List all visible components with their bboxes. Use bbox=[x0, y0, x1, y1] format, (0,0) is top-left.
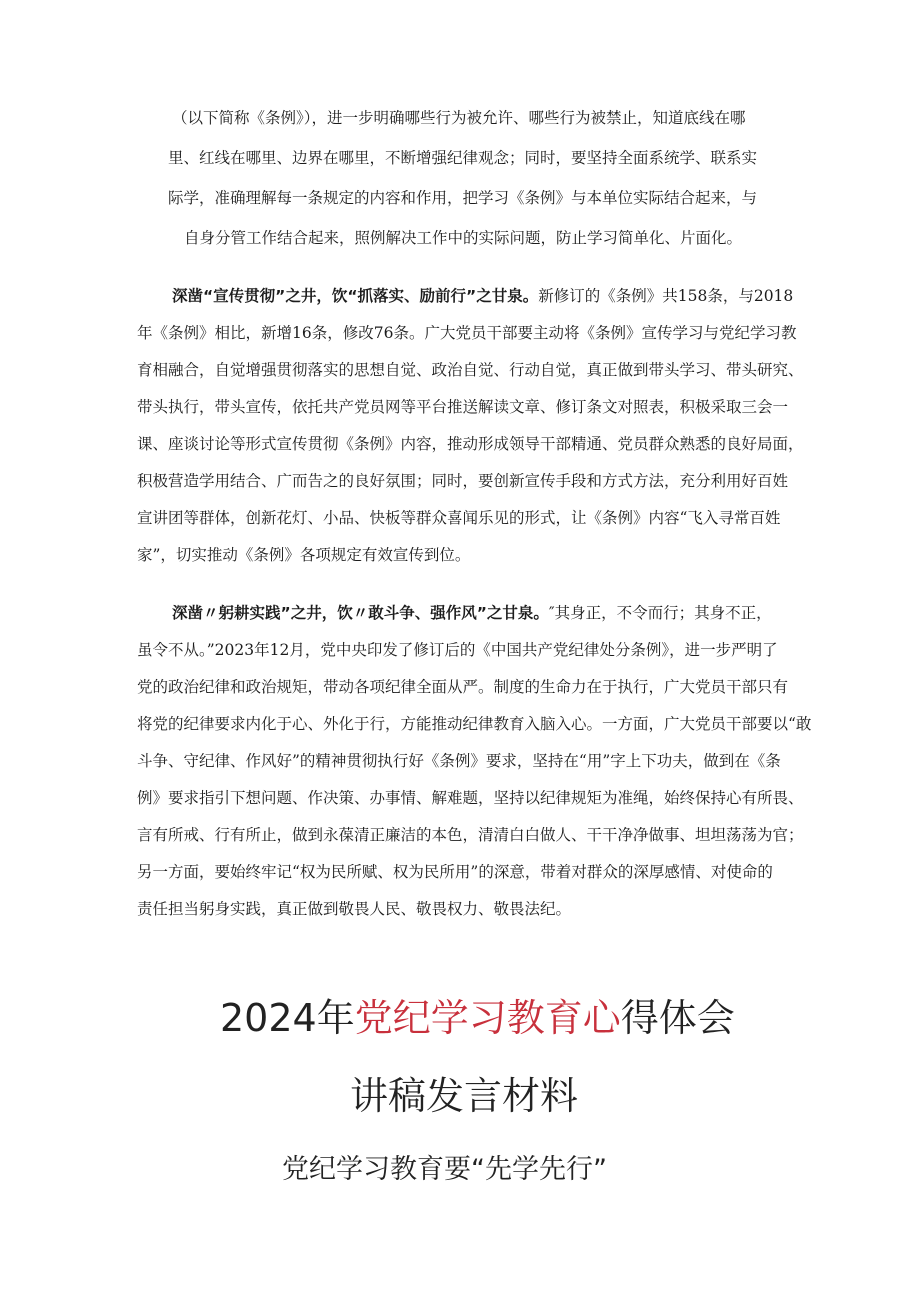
p1-line-3: 际学，准确理解每一条规定的内容和作用，把学习《条例》与本单位实际结合起来，与 bbox=[168, 189, 758, 207]
p3-line-6: 例》要求指引下想问题、作决策、办事情、解难题，坚持以纪律规矩为准绳，始终保持心有所畏、 bbox=[137, 789, 804, 807]
subtitle: 党纪学习教育要“先学先行” bbox=[282, 1154, 607, 1185]
p2-line-6: 积极营造学用结合、广而告之的良好氛围；同时，要创新宣传手段和方式方法，充分利用好百姓 bbox=[137, 472, 789, 490]
p3-heading: 深凿〃躬耕实践”之井，饮〃敢斗争、强作风”之甘泉。 bbox=[172, 604, 549, 622]
p3-line-1 bbox=[172, 603, 772, 623]
p3-line-5: 斗争、守纪律、作风好”的精神贯彻执行好《条例》要求，坚持在“用”字上下功夫，做到在《条 bbox=[137, 752, 781, 770]
p1-line-2: 里、红线在哪里、边界在哪里，不断增强纪律观念；同时，要坚持全面系统学、联系实 bbox=[168, 149, 758, 167]
p2-line-2: 年《条例》相比，新增16条，修改76条。广大党员干部要主动将《条例》宣传学习与党纪学习教 bbox=[137, 324, 797, 342]
p3-line-4: 将党的纪律要求内化于心、外化于行，方能推动纪律教育入脑入心。一方面，广大党员干部要以“敢 bbox=[137, 715, 812, 733]
p3-line-7: 言有所戒、行有所止，做到永葆清正廉洁的本色，清清白白做人、干干净净做事、坦坦荡荡为官； bbox=[137, 826, 804, 844]
p2-line-1 bbox=[172, 286, 793, 306]
p2-line-3: 育相融合，自觉增强贯彻落实的思想自觉、政治自觉、行动自觉，真正做到带头学习、带头研究、 bbox=[137, 361, 804, 379]
p1-line-1: （以下简称《条例》），进一步明确哪些行为被允许、哪些行为被禁止，知道底线在哪 bbox=[172, 109, 746, 127]
p2-line-8: 家”，切实推动《条例》各项规定有效宣传到位。 bbox=[137, 546, 471, 564]
p3-line-3: 党的政治纪律和政治规矩，带动各项纪律全面从严。制度的生命力在于执行，广大党员干部只有 bbox=[137, 678, 789, 696]
p2-heading: 深凿“宣传贯彻”之井，饮“抓落实、励前行”之甘泉。 bbox=[172, 287, 539, 305]
p3-line-2: 虽令不从。”2023年12月，党中央印发了修订后的《中国共产党纪律处分条例》，进一步严明了 bbox=[137, 641, 778, 659]
p3-first-rest: ″其身正，不令而行；其身不正， bbox=[548, 604, 772, 622]
p1-line-4: 自身分管工作结合起来，照例解决工作中的实际问题，防止学习简单化、片面化。 bbox=[184, 229, 743, 247]
main-title-line-1 bbox=[220, 996, 735, 1040]
title-year: 2024年 bbox=[220, 996, 355, 1040]
main-title-line-2: 讲稿发言材料 bbox=[350, 1074, 579, 1118]
title-accent: 党纪学习教育心 bbox=[354, 996, 621, 1040]
title-tail: 得体会 bbox=[620, 996, 735, 1040]
p2-line-4: 带头执行，带头宣传，依托共产党员网等平台推送解读文章、修订条文对照表，积极采取三会一 bbox=[137, 398, 789, 416]
p3-line-8: 另一方面，要始终牢记“权为民所赋、权为民所用”的深意，带着对群众的深厚感情、对使命的 bbox=[137, 863, 773, 881]
p2-line-7: 宣讲团等群体，创新花灯、小品、快板等群众喜闻乐见的形式，让《条例》内容“飞入寻常百姓 bbox=[137, 509, 781, 527]
p2-line-5: 课、座谈讨论等形式宣传贯彻《条例》内容，推动形成领导干部精通、党员群众熟悉的良好局面， bbox=[137, 435, 804, 453]
p2-first-rest: 新修订的《条例》共158条，与2018 bbox=[538, 287, 794, 305]
p3-line-9: 责任担当躬身实践，真正做到敬畏人民、敬畏权力、敬畏法纪。 bbox=[137, 900, 572, 918]
